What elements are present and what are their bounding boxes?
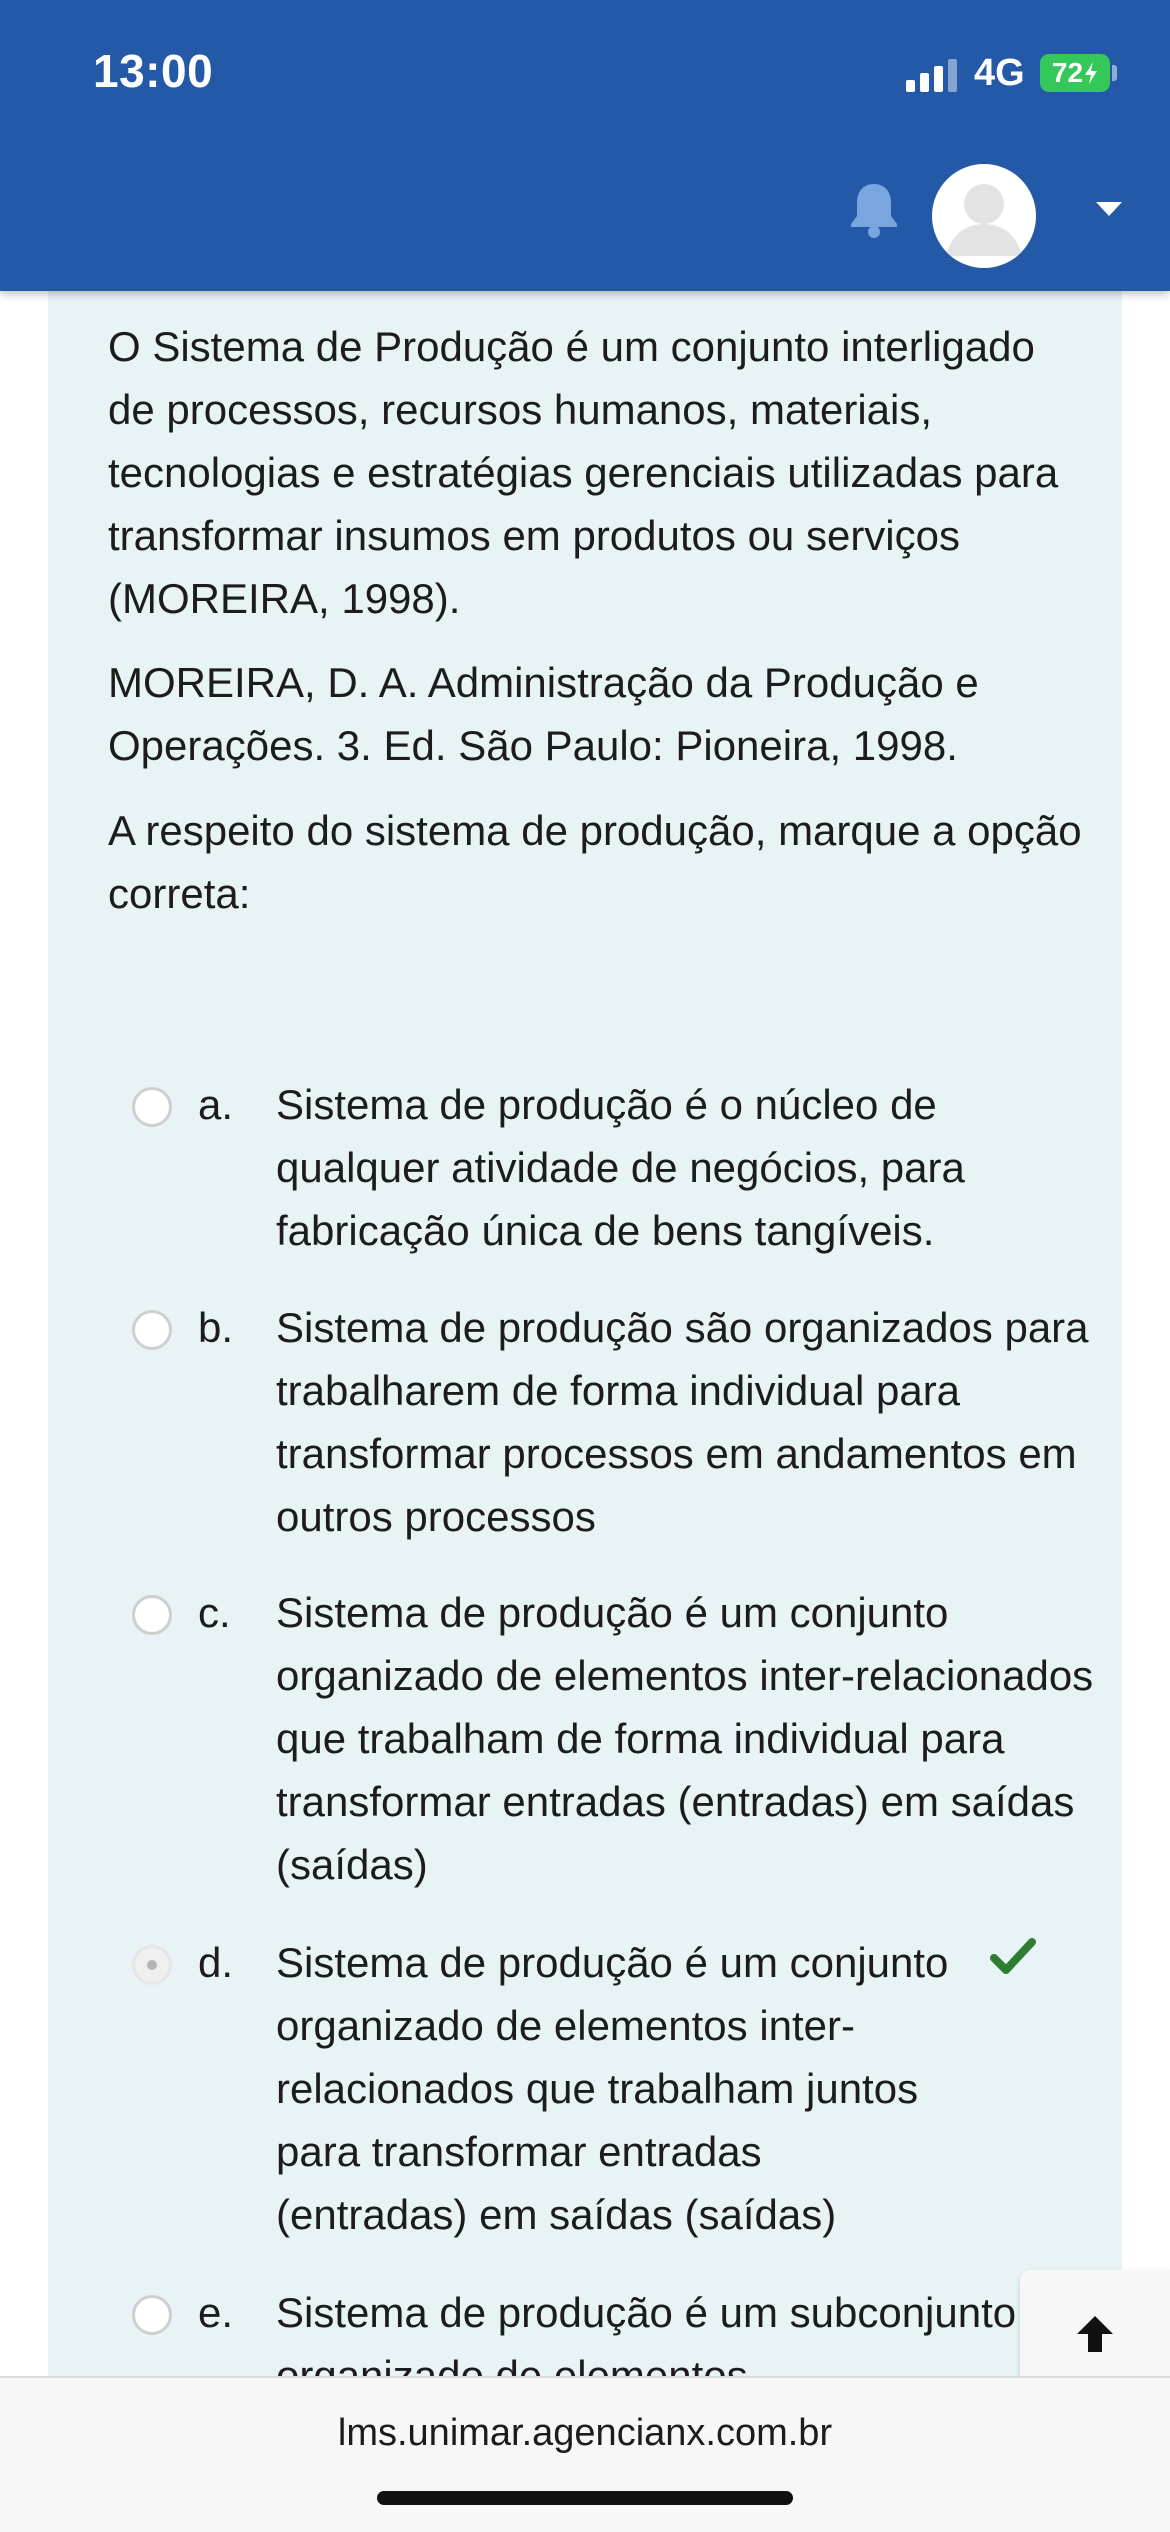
question-reference: MOREIRA, D. A. Administração da Produção e Operações. 3. Ed. São Paulo: Pioneira, 1998. bbox=[108, 659, 979, 769]
radio-option-a[interactable] bbox=[132, 1087, 172, 1127]
user-avatar-icon[interactable] bbox=[932, 164, 1036, 268]
battery-level: 72 bbox=[1051, 57, 1084, 88]
status-time: 13:00 bbox=[93, 45, 214, 97]
option-letter: b. bbox=[198, 1304, 234, 1351]
option-text: Sistema de produção é um conjunto organizado de elementos inter-relacionados que trabalham juntos para transformar entradas (entradas) em saídas (saídas) bbox=[276, 1939, 949, 2238]
app-header bbox=[0, 0, 1170, 291]
option-letter: d. bbox=[198, 1939, 234, 1986]
signal-strength-icon bbox=[906, 58, 958, 92]
option-text: Sistema de produção é um conjunto organizado de elementos inter-relacionados que trabalham de forma individual para transformar entradas (entradas) em saídas (saídas) bbox=[276, 1589, 1094, 1888]
battery-icon bbox=[1040, 54, 1110, 92]
page-url[interactable]: lms.unimar.agencianx.com.br bbox=[337, 2412, 833, 2454]
option-text: Sistema de produção é um subconjunto bbox=[276, 2289, 1017, 2336]
option-letter: a. bbox=[198, 1081, 234, 1128]
question-card bbox=[48, 291, 1122, 2376]
option-letter: e. bbox=[198, 2289, 234, 2336]
option-text: Sistema de produção é o núcleo de qualquer atividade de negócios, para fabricação única de bens tangíveis. bbox=[276, 1081, 965, 1254]
bell-icon[interactable] bbox=[846, 180, 902, 240]
radio-option-b[interactable] bbox=[132, 1310, 172, 1350]
radio-option-d[interactable] bbox=[132, 1945, 172, 1985]
question-prompt: A respeito do sistema de produção, marque a opção correta: bbox=[108, 807, 1082, 917]
network-type: 4G bbox=[974, 52, 1025, 94]
browser-address-bar[interactable] bbox=[0, 2376, 1170, 2532]
option-text: Sistema de produção são organizados para trabalharem de forma individual para transformar processos em andamentos em outros processos bbox=[276, 1304, 1089, 1540]
battery-cap bbox=[1112, 65, 1117, 81]
correct-check-icon bbox=[990, 1937, 1036, 1977]
option-letter: c. bbox=[198, 1589, 231, 1636]
home-indicator[interactable] bbox=[377, 2491, 793, 2505]
arrow-up-icon bbox=[1071, 2310, 1119, 2358]
question-intro: O Sistema de Produção é um conjunto interligado de processos, recursos humanos, materiais, tecnologias e estratégias gerenciais utilizadas para transformar insumos em produtos ou serviços (MOREIRA, 1998). bbox=[108, 323, 1059, 622]
caret-down-icon[interactable] bbox=[1094, 200, 1124, 218]
radio-option-e[interactable] bbox=[132, 2295, 172, 2335]
radio-option-c[interactable] bbox=[132, 1595, 172, 1635]
